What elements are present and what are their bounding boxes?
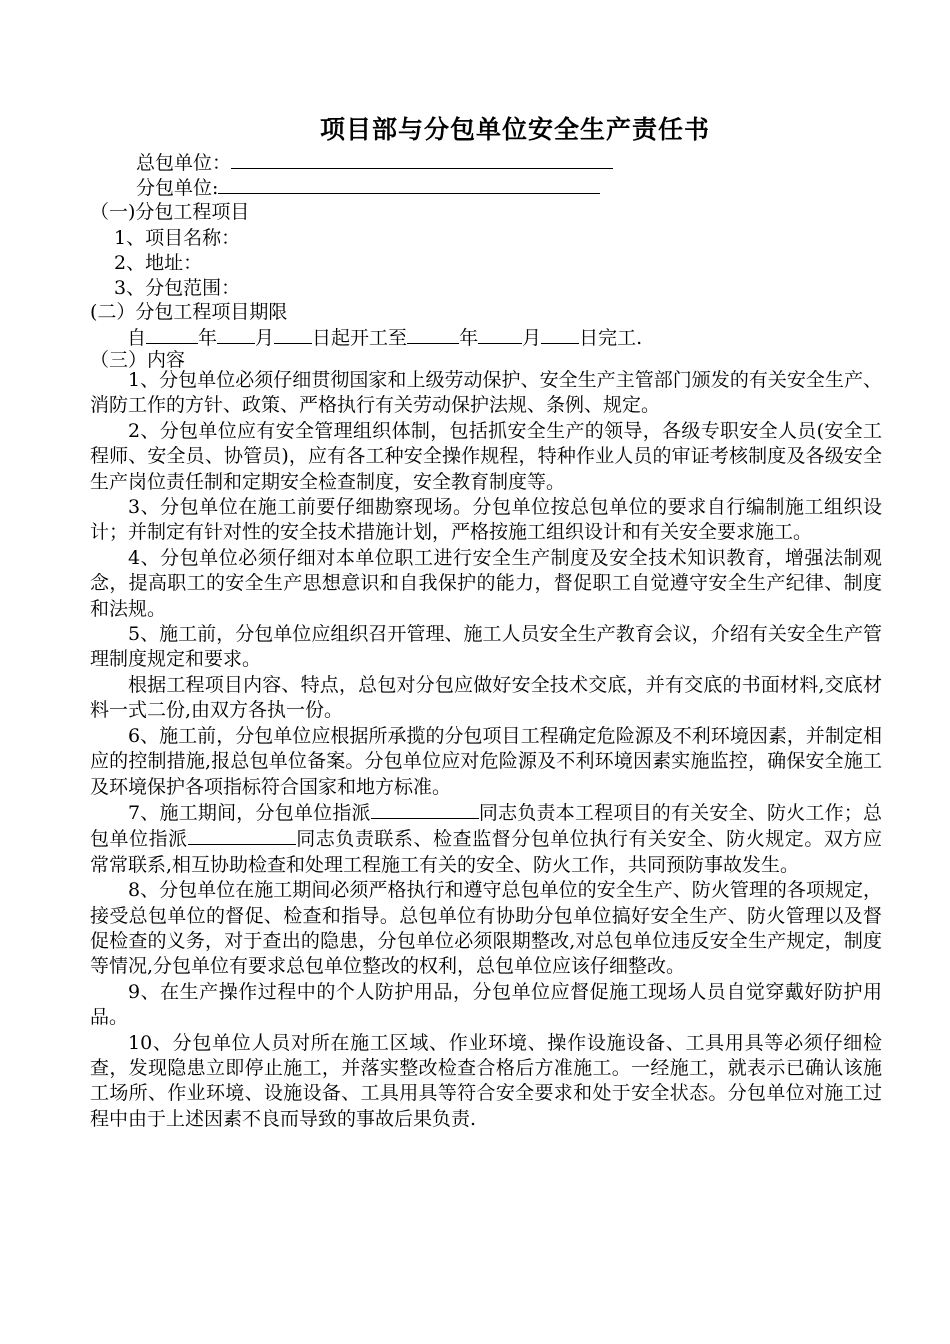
- period-start-text: 日起开工至: [312, 327, 408, 349]
- clause-8: 8、分包单位在施工期间必须严格执行和遵守总包单位的安全生产、防火管理的各项规定，接受总包单位的督促、检查和指导。总包单位有协助分包单位搞好安全生产、防火管理以及督促检查的义务，对于查出的隐患，分包单位必须限期整改,对总包单位违反安全生产规定，制度等情况,分包单位有要求总包单位整改的权利，总包单位应该仔细整改。: [90, 879, 882, 978]
- period-year2: 年: [459, 327, 479, 349]
- section2-heading: (二）分包工程项目期限: [90, 301, 288, 323]
- gc-safety-officer-blank: [188, 826, 296, 845]
- period-month: 月: [255, 327, 275, 349]
- section1-heading: （一)分包工程项目: [90, 201, 250, 223]
- clause-7-part-c: 同志负责联系、检查监督分包单位执行有关安全、防火规定。双方应常常联系,相互协助检查和处理工程施工有关的安全、防火工作，共同预防事故发生。: [90, 828, 882, 876]
- period-month2: 月: [522, 327, 542, 349]
- subcontractor-label: 分包单位:: [136, 177, 219, 199]
- period-from: 自: [127, 327, 147, 349]
- clause-4: 4、分包单位必须仔细对本单位职工进行安全生产制度及安全技术知识教育，增强法制观念，提高职工的安全生产思想意识和自我保护的能力，督促职工自觉遵守安全生产纪律、制度和法规。: [90, 546, 882, 620]
- period-year: 年: [198, 327, 218, 349]
- period-line: [127, 325, 642, 351]
- clause-3: 3、分包单位在施工前要仔细勘察现场。分包单位按总包单位的要求自行编制施工组织设计；并制定有针对性的安全技术措施计划，严格按施工组织设计和有关安全要求施工。: [90, 496, 882, 544]
- start-day-blank: [274, 325, 312, 344]
- clause-5-disclosure: 根据工程项目内容、特点，总包对分包应做好安全技术交底，并有交底的书面材料,交底材料一式二份,由双方各执一份。: [90, 673, 882, 722]
- subcontractor-line: [136, 175, 600, 201]
- project-name-label: 1、项目名称：: [114, 227, 241, 249]
- clause-7-part-a: 7、施工期间，分包单位指派: [128, 801, 371, 824]
- clause-9: 9、在生产操作过程中的个人防护用品，分包单位应督促施工现场人员自觉穿戴好防护用品。: [90, 980, 882, 1029]
- period-end-text: 日完工.: [579, 327, 643, 349]
- address-label: 2、地址：: [114, 252, 203, 274]
- document-title: 项目部与分包单位安全生产责任书: [319, 115, 710, 144]
- subcontractor-blank: [218, 175, 600, 194]
- clause-6: 6、施工前，分包单位应根据所承揽的分包项目工程确定危险源及不利环境因素，并制定相应的控制措施,报总包单位备案。分包单位应对危险源及不利环境因素实施监控，确保安全施工及环境保护各项指标符合国家和地方标准。: [90, 724, 882, 798]
- clause-2: 2、分包单位应有安全管理组织体制，包括抓安全生产的领导，各级专职安全人员(安全工程师、安全员、协管员)，应有各工种安全操作规程，特种作业人员的审证考核制度及各级安全生产岗位责任制和定期安全检查制度，安全教育制度等。: [90, 419, 882, 493]
- general-contractor-label: 总包单位：: [136, 152, 232, 174]
- general-contractor-line: [136, 150, 613, 176]
- section3-heading: （三）内容: [90, 349, 186, 371]
- scope-label: 3、分包范围：: [114, 277, 241, 299]
- end-year-blank: [407, 325, 459, 344]
- clause-5: 5、施工前，分包单位应组织召开管理、施工人员安全生产教育会议，介绍有关安全生产管理制度规定和要求。: [90, 623, 882, 671]
- clause-10: 10、分包单位人员对所在施工区域、作业环境、操作设施设备、工具用具等必须仔细检查，发现隐患立即停止施工，并落实整改检查合格后方准施工。一经施工，就表示已确认该施工场所、作业环境、设施设备、工具用具等符合安全要求和处于安全状态。分包单位对施工过程中由于上述因素不良而导致的事故后果负责.: [90, 1031, 882, 1130]
- general-contractor-blank: [231, 150, 613, 169]
- section3-body: [90, 368, 882, 1132]
- clause-7: [90, 800, 882, 878]
- clause-7-part-b: 同志负责本工程项目的有关安全、防火工作；总包单位指派: [90, 801, 882, 851]
- start-month-blank: [217, 325, 255, 344]
- end-day-blank: [541, 325, 579, 344]
- start-year-blank: [146, 325, 198, 344]
- end-month-blank: [478, 325, 522, 344]
- clause-1: 1、分包单位必须仔细贯彻国家和上级劳动保护、安全生产主管部门颁发的有关安全生产、消防工作的方针、政策、严格执行有关劳动保护法规、条例、规定。: [90, 369, 882, 417]
- sub-safety-officer-blank: [371, 800, 479, 819]
